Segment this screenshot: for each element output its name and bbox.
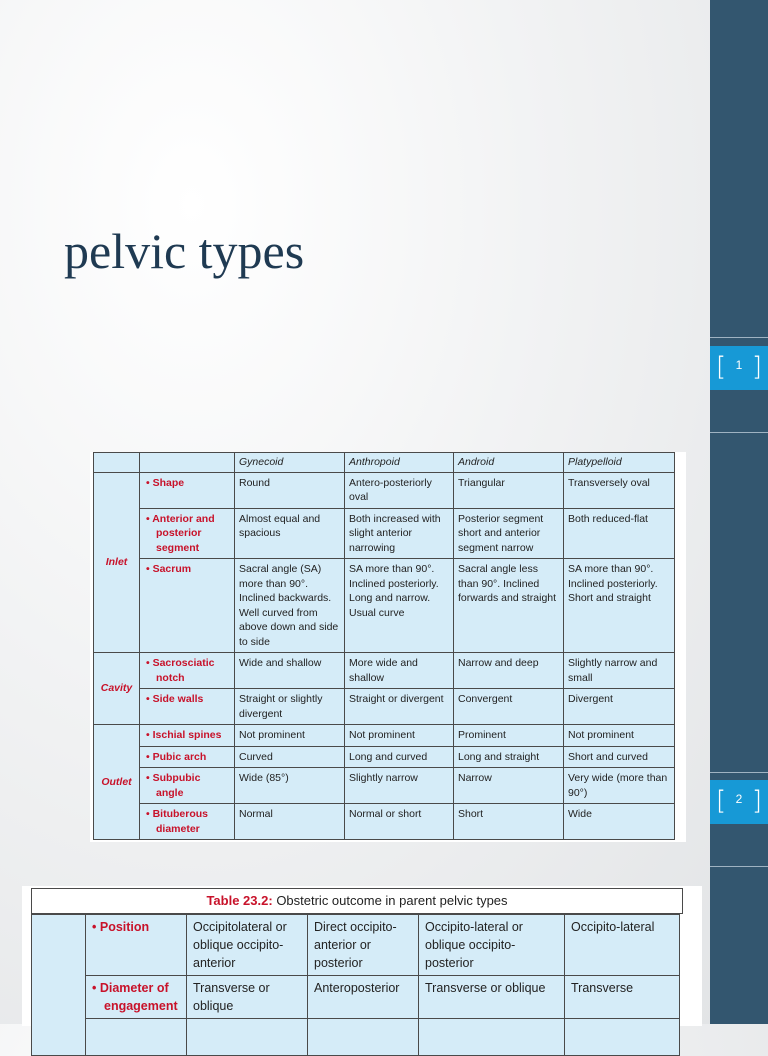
group-label-cavity: Cavity	[94, 653, 140, 725]
page-number: 2	[735, 792, 743, 806]
bracket-right-icon: ]	[751, 786, 762, 816]
group-label-inlet: Inlet	[94, 472, 140, 653]
sidebar-divider	[710, 772, 768, 773]
table-cell: Both increased with slight anterior narrowing	[345, 508, 454, 559]
table-cell: Long and straight	[454, 746, 564, 768]
feature-label: • Side walls	[140, 689, 235, 725]
table-cell: Posterior segment short and anterior segment narrow	[454, 508, 564, 559]
table-row	[94, 746, 675, 768]
table-cell: Narrow and deep	[454, 653, 564, 689]
table-cell: Not prominent	[564, 725, 675, 747]
column-header: Anthropoid	[345, 453, 454, 473]
table-cell: Transversely oval	[564, 472, 675, 508]
feature-label: • Sacrum	[140, 559, 235, 653]
table-cell: Straight or divergent	[345, 689, 454, 725]
feature-label: • Position	[86, 915, 187, 976]
table-cell: Wide and shallow	[235, 653, 345, 689]
table-cell: Transverse or oblique	[187, 976, 308, 1019]
table-cell: Sacral angle (SA) more than 90°. Inclined backwards. Well curved from above down and side to side	[235, 559, 345, 653]
table-cell: Almost equal and spacious	[235, 508, 345, 559]
page-number: 1	[735, 358, 743, 372]
table-cell: Slightly narrow and small	[564, 653, 675, 689]
feature-label: • Anterior and posterior segment	[140, 508, 235, 559]
table-cell: Transverse	[565, 976, 680, 1019]
table-cell: SA more than 90°. Inclined posteriorly. Short and straight	[564, 559, 675, 653]
column-header: Gynecoid	[235, 453, 345, 473]
table-cell: Normal	[235, 804, 345, 840]
table-cell: More wide and shallow	[345, 653, 454, 689]
table-cell: Short and curved	[564, 746, 675, 768]
sidebar-divider	[710, 337, 768, 338]
table-cell: Prominent	[454, 725, 564, 747]
table-cell: Occipito-lateral	[565, 915, 680, 976]
column-header: Platypelloid	[564, 453, 675, 473]
group-label-outlet: Outlet	[94, 725, 140, 840]
pelvic-types-table	[93, 452, 675, 840]
pelvic-types-table-image	[90, 452, 686, 842]
table-cell: Not prominent	[345, 725, 454, 747]
feature-label: • Diameter of engagement	[86, 976, 187, 1019]
table-cell: Slightly narrow	[345, 768, 454, 804]
feature-label: • Pubic arch	[140, 746, 235, 768]
slide-title: pelvic types	[64, 223, 305, 279]
table-cell: Divergent	[564, 689, 675, 725]
table-cell: Narrow	[454, 768, 564, 804]
slide-sidebar	[710, 0, 768, 1024]
table-cell: Occipito-lateral or oblique occipito-posterior	[419, 915, 565, 976]
feature-label: • Shape	[140, 472, 235, 508]
table-cell: Normal or short	[345, 804, 454, 840]
table-row	[32, 976, 680, 1019]
table-row	[94, 689, 675, 725]
table-cell: Round	[235, 472, 345, 508]
table-cell: Very wide (more than 90°)	[564, 768, 675, 804]
table-cell: Wide	[564, 804, 675, 840]
table-cell: Straight or slightly divergent	[235, 689, 345, 725]
obstetric-outcome-table-image	[22, 886, 702, 1026]
obstetric-outcome-table	[31, 914, 680, 1056]
table-row	[32, 915, 680, 976]
feature-label: • Subpubic angle	[140, 768, 235, 804]
table-caption: Table 23.2: Obstetric outcome in parent pelvic types	[31, 888, 683, 914]
table-row	[32, 1019, 680, 1056]
table-row	[94, 653, 675, 689]
feature-label: • Ischial spines	[140, 725, 235, 747]
table-cell: Triangular	[454, 472, 564, 508]
table-cell: Curved	[235, 746, 345, 768]
table-row	[94, 508, 675, 559]
table-header-row	[94, 453, 675, 473]
table-row	[94, 472, 675, 508]
table-cell: Sacral angle less than 90°. Inclined forwards and straight	[454, 559, 564, 653]
table-cell: Convergent	[454, 689, 564, 725]
sidebar-divider	[710, 866, 768, 867]
table-cell: Direct occipito-anterior or posterior	[308, 915, 419, 976]
table-cell: Short	[454, 804, 564, 840]
sidebar-divider	[710, 432, 768, 433]
table-cell: Not prominent	[235, 725, 345, 747]
table-cell: Wide (85°)	[235, 768, 345, 804]
feature-label: • Sacrosciatic notch	[140, 653, 235, 689]
table-row	[94, 559, 675, 653]
table-cell: Occipitolateral or oblique occipito-anterior	[187, 915, 308, 976]
table-row	[94, 804, 675, 840]
bracket-right-icon: ]	[751, 352, 762, 382]
bracket-left-icon: [	[716, 786, 727, 816]
table-row	[94, 768, 675, 804]
page-badge-1[interactable]	[710, 346, 768, 390]
table-cell: Anteroposterior	[308, 976, 419, 1019]
table-cell: SA more than 90°. Inclined posteriorly. Long and narrow. Usual curve	[345, 559, 454, 653]
table-cell: Both reduced-flat	[564, 508, 675, 559]
bracket-left-icon: [	[716, 352, 727, 382]
feature-label: • Bituberous diameter	[140, 804, 235, 840]
table-cell: Transverse or oblique	[419, 976, 565, 1019]
page-badge-2[interactable]	[710, 780, 768, 824]
table-row	[94, 725, 675, 747]
table-cell: Antero-posteriorly oval	[345, 472, 454, 508]
table-cell: Long and curved	[345, 746, 454, 768]
column-header: Android	[454, 453, 564, 473]
